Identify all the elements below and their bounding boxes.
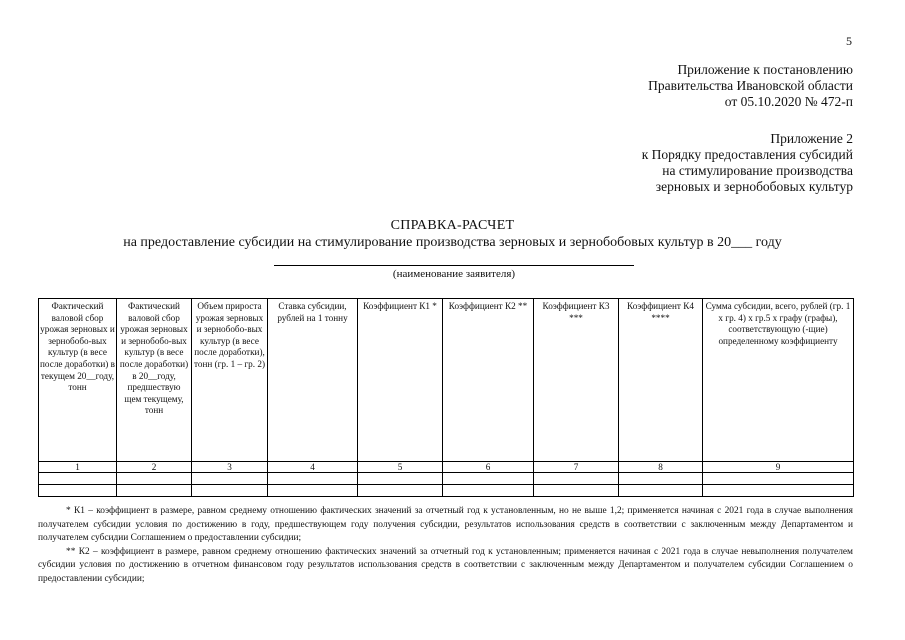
empty-cell: [117, 473, 192, 485]
table-row: [39, 473, 854, 485]
header-cell: Коэффициент К4 ****: [619, 299, 703, 462]
empty-cell: [192, 473, 268, 485]
column-number: 4: [268, 462, 358, 473]
empty-cell: [619, 473, 703, 485]
empty-cell: [619, 485, 703, 497]
header-cell: Коэффициент К3 ***: [534, 299, 619, 462]
header-cell: Фактический валовой сбор урожая зерновых и зернобобо-вых культур (в весе после доработки) в текущем 20__году, тонн: [39, 299, 117, 462]
column-number: 5: [358, 462, 443, 473]
empty-cell: [39, 485, 117, 497]
empty-cell: [358, 485, 443, 497]
header-cell: Сумма субсидии, всего, рублей (гр. 1 х гр. 4) х гр.5 х графу (графы), соответствующую (-щие) определенному коэффициенту: [703, 299, 854, 462]
appendix-sub-line3: на стимулирование производства: [662, 163, 853, 178]
document-subtitle: на предоставление субсидии на стимулирование производства зерновых и зернобобовых культур в 20___ году: [123, 235, 782, 250]
applicant-name-line: [274, 265, 634, 266]
empty-cell: [703, 473, 854, 485]
column-number: 2: [117, 462, 192, 473]
empty-cell: [534, 485, 619, 497]
header-cell: Объем прироста урожая зерновых и зернобобо-вых культур (в весе после доработки), тонн (гр. 1 – гр. 2): [192, 299, 268, 462]
footnote-k2: ** К2 – коэффициент в размере, равном среднему отношению фактических значений за отчетный год к установленным; применяется начиная с 2021 года в случае невыполнения получателем субсидии условия по достижению в отчетном финансовом году результатов использования средств в соответствии с заключенным между Департаментом и получателем субсидии Соглашением о предоставлении субсидии;: [38, 546, 853, 584]
empty-cell: [268, 485, 358, 497]
calculation-table: [38, 298, 854, 497]
appendix-main-line2: Правительства Ивановской области: [648, 78, 853, 93]
table-header-row: [39, 299, 854, 462]
column-number: 6: [443, 462, 534, 473]
empty-cell: [534, 473, 619, 485]
header-cell: Фактический валовой сбор урожая зерновых и зернобобо-вых культур (в весе после доработки) в 20__году, предшествую щем текущему, тонн: [117, 299, 192, 462]
table-row: [39, 485, 854, 497]
header-cell: Коэффициент К2 **: [443, 299, 534, 462]
empty-cell: [358, 473, 443, 485]
appendix-main-line1: Приложение к постановлению: [677, 62, 853, 77]
appendix-sub-line4: зерновых и зернобобовых культур: [655, 179, 853, 194]
empty-cell: [192, 485, 268, 497]
empty-cell: [703, 485, 854, 497]
footnote-k1: * К1 – коэффициент в размере, равном среднему отношению фактических значений за отчетный год к установленным, но не выше 1,2; применяется начиная с 2021 года в случае выполнения получателем субсидии условия по достижению в году, предшествующем году получения субсидии, результатов использования средств в соответствии с заключенным между Департаментом и получателем субсидии Соглашением о предоставлении субсидии;: [38, 506, 853, 543]
column-number: 1: [39, 462, 117, 473]
footnotes: [38, 505, 853, 586]
column-number: 9: [703, 462, 854, 473]
appendix-sub-block: [642, 131, 853, 195]
applicant-caption: (наименование заявителя): [392, 268, 516, 280]
column-number: 7: [534, 462, 619, 473]
page-number: 5: [846, 34, 852, 48]
appendix-main-line3: от 05.10.2020 № 472-п: [724, 94, 853, 109]
column-number-row: [39, 462, 854, 473]
appendix-sub-line2: к Порядку предоставления субсидий: [641, 147, 853, 162]
column-number: 8: [619, 462, 703, 473]
appendix-sub-line1: Приложение 2: [770, 131, 853, 146]
empty-cell: [39, 473, 117, 485]
appendix-main-block: [648, 62, 853, 110]
empty-cell: [443, 473, 534, 485]
empty-cell: [443, 485, 534, 497]
column-number: 3: [192, 462, 268, 473]
document-title: СПРАВКА-РАСЧЕТ: [390, 218, 515, 233]
header-cell: Коэффициент К1 *: [358, 299, 443, 462]
empty-cell: [268, 473, 358, 485]
header-cell: Ставка субсидии, рублей на 1 тонну: [268, 299, 358, 462]
empty-cell: [117, 485, 192, 497]
